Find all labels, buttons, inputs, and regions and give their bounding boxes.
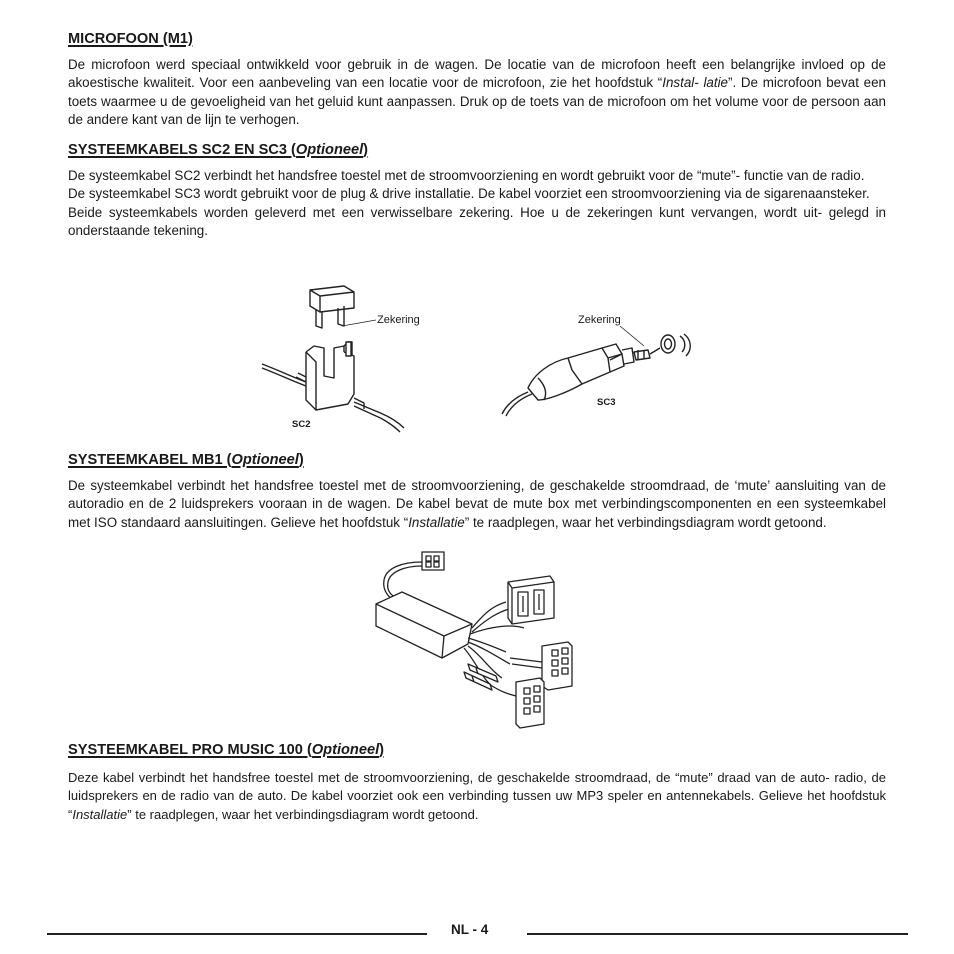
sc3-tag: SC3 xyxy=(597,397,616,408)
sc2-fuse-caption: Zekering xyxy=(377,314,420,326)
heading-microfoon: MICROFOON (M1) xyxy=(68,31,193,47)
sc3-fuse-caption: Zekering xyxy=(578,314,621,326)
page-number: NL - 4 xyxy=(451,922,489,937)
sc2-leader-line xyxy=(340,318,380,328)
heading-systeemkabel-mb1: SYSTEEMKABEL MB1 (Optioneel) xyxy=(68,452,304,468)
mb1-cable-illustration xyxy=(372,546,582,736)
paragraph-microfoon: De microfoon werd speciaal ontwikkeld voor gebruik in de wagen. De locatie van de microfoon heeft een belangrijke invloed op de akoestische kwaliteit. Voor een aanbeveling van een locatie voor de microfoon, zie het hoofdstuk “Instal- latie”. De microfoon bevat een toets waarmee u de gevoeligheid van het geluid kunt aanpassen. Druk op de toets van de microfoon om het volume voor de persoon aan de andere kant van de lijn te verhogen. xyxy=(68,57,886,128)
sc2-fuse-holder-illustration xyxy=(258,282,418,442)
heading-systeemkabels-sc2-sc3: SYSTEEMKABELS SC2 EN SC3 (Optioneel) xyxy=(68,142,369,158)
sc3-leader-line xyxy=(618,324,648,348)
paragraph-sc2-sc3: De systeemkabel SC2 verbindt het handsfree toestel met de stroomvoorziening en wordt gebruikt voor de “mute”- functie van de radio. De systeemkabel SC3 wordt gebruikt voor de plug & drive installatie. De kabel voorziet een stroomvoorziening via de sigarenaansteker. Beide systeemkabels worden geleverd met een verwisselbare zekering. Hoe u de zekeringen kunt vervangen, wordt uit- gelegd in onderstaande tekening. xyxy=(68,168,886,239)
sc2-tag: SC2 xyxy=(292,419,311,430)
paragraph-mb1: De systeemkabel verbindt het handsfree toestel met de stroomvoorziening, de geschakelde stroomdraad, de ‘mute’ aansluiting van de autoradio en de 2 luidsprekers vooraan in de wagen. De kabel bevat de mute box met verbindingscomponenten en een systeemkabel met ISO standaard aansluitingen. Gelieve het hoofdstuk “Installatie” te raadplegen, waar het verbindingsdiagram wordt getoond. xyxy=(68,478,886,530)
paragraph-pro-music-100: Deze kabel verbindt het handsfree toestel met de stroomvoorziening, de geschakelde stroomdraad, de “mute” draad van de auto- radio, de luidsprekers en de radio van de auto. De kabel voorziet ook een verbinding tussen uw MP3 speler en antennekabels. Gelieve het hoofdstuk “Installatie” te raadplegen, waar het verbindingsdiagram wordt getoond. xyxy=(68,770,887,822)
footer-rule-right xyxy=(527,933,908,935)
footer-rule-left xyxy=(47,933,427,935)
heading-systeemkabel-pro-music-100: SYSTEEMKABEL PRO MUSIC 100 (Optioneel) xyxy=(68,742,384,758)
